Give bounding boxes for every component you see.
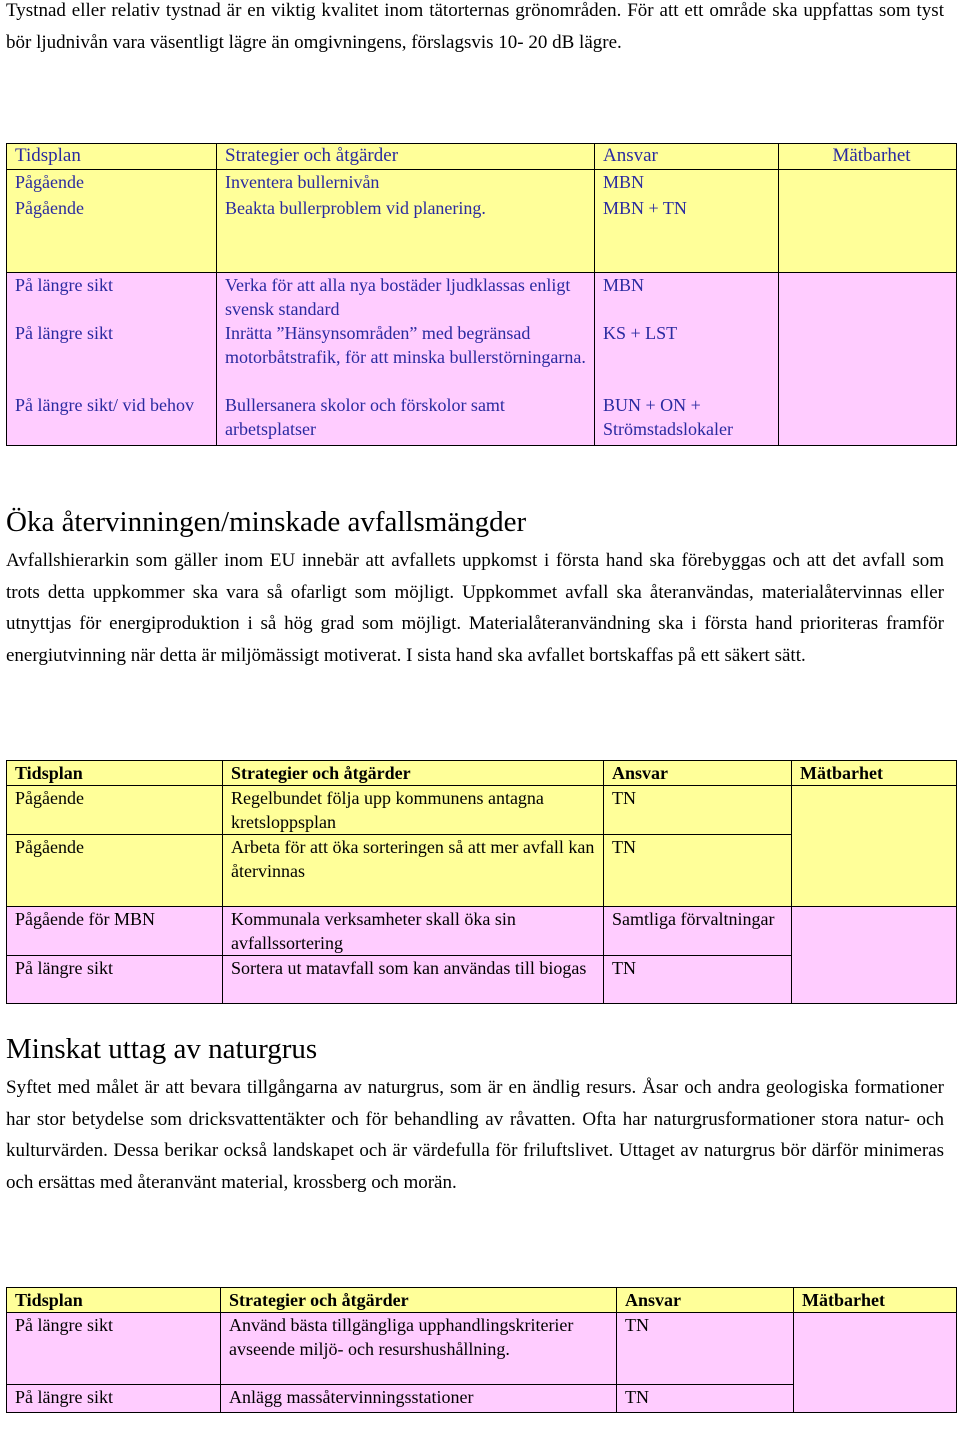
cell-strategi: Bullersanera skolor och förskolor samt arbetsplatser bbox=[217, 393, 595, 445]
cell-tidsplan: Pågående bbox=[7, 835, 223, 907]
header-tidsplan: Tidsplan bbox=[7, 761, 223, 786]
header-ansvar: Ansvar bbox=[604, 761, 792, 786]
cell-matbarhet bbox=[794, 1313, 957, 1413]
cell-tidsplan: På längre sikt bbox=[7, 956, 223, 1004]
cell-ansvar: BUN + ON + Strömstadslokaler bbox=[595, 393, 779, 445]
section-paragraph-naturgrus: Syftet med målet är att bevara tillgångarna av naturgrus, som är en ändlig resurs. Åsar och andra geologiska formationer har stor betydelse som dricksvattentäkter och för behandling av råvatten. Ofta har naturgrusformationer stora natur- och kulturvärden. Dessa berikar också landskapet och är värdefulla för friluftslivet. Uttaget av naturgrus bör därför minimeras och ersättas med återanvänt material, krossberg och morän. bbox=[6, 1077, 944, 1193]
cell-tidsplan: På längre sikt/ vid behov bbox=[7, 393, 217, 445]
cell-tidsplan: Pågående bbox=[7, 170, 217, 196]
table-row bbox=[7, 170, 957, 196]
cell-strategi: Sortera ut matavfall som kan användas till biogas bbox=[223, 956, 604, 1004]
section-heading-avfall: Öka återvinningen/minskade avfallsmängder bbox=[6, 506, 527, 538]
cell-strategi: Beakta bullerproblem vid planering. bbox=[217, 196, 595, 273]
header-matbarhet: Mätbarhet bbox=[779, 144, 957, 170]
cell-ansvar: TN bbox=[617, 1313, 794, 1385]
cell-tidsplan: På längre sikt bbox=[7, 1385, 221, 1413]
cell-ansvar: TN bbox=[604, 835, 792, 907]
cell-strategi: Inrätta ”Hänsynsområden” med begränsad motorbåtstrafik, för att minska bullerstörningarna. bbox=[217, 321, 595, 393]
intro-paragraph: Tystnad eller relativ tystnad är en viktig kvalitet inom tätorternas grönområden. För att ett område ska uppfattas som tyst bör ljudnivån vara väsentligt lägre än omgivningens, förslagsvis 10- 20 dB lägre. bbox=[6, 0, 944, 53]
table-header-row bbox=[7, 761, 957, 786]
cell-tidsplan: På längre sikt bbox=[7, 321, 217, 393]
cell-tidsplan: Pågående för MBN bbox=[7, 907, 223, 956]
cell-strategi: Inventera bullernivån bbox=[217, 170, 595, 196]
cell-ansvar: TN bbox=[604, 956, 792, 1004]
cell-ansvar: MBN bbox=[595, 170, 779, 196]
table-header-row bbox=[7, 1288, 957, 1313]
cell-matbarhet bbox=[779, 170, 957, 273]
waste-measures-table bbox=[6, 760, 957, 1004]
noise-measures-table bbox=[6, 143, 957, 446]
cell-ansvar: MBN + TN bbox=[595, 196, 779, 273]
table-row bbox=[7, 786, 957, 835]
cell-strategi: Regelbundet följa upp kommunens antagna kretsloppsplan bbox=[223, 786, 604, 835]
cell-strategi: Verka för att alla nya bostäder ljudklassas enligt svensk standard bbox=[217, 273, 595, 322]
header-ansvar: Ansvar bbox=[595, 144, 779, 170]
cell-ansvar: Samtliga förvaltningar bbox=[604, 907, 792, 956]
header-ansvar: Ansvar bbox=[617, 1288, 794, 1313]
header-matbarhet: Mätbarhet bbox=[792, 761, 957, 786]
table-row bbox=[7, 273, 957, 322]
cell-tidsplan: Pågående bbox=[7, 196, 217, 273]
gravel-measures-table bbox=[6, 1287, 957, 1413]
header-strategier: Strategier och åtgärder bbox=[223, 761, 604, 786]
cell-tidsplan: Pågående bbox=[7, 786, 223, 835]
cell-matbarhet bbox=[779, 273, 957, 446]
section-paragraph-avfall: Avfallshierarkin som gäller inom EU innebär att avfallets uppkomst i första hand ska förebyggas och att det avfall som trots detta uppkommer ska vara så ofarligt som möjligt. Uppkommet avfall ska återanvändas, materialåtervinnas eller utnyttjas för energiproduktion i så hög grad som möjligt. Materialåteranvändning ska i första hand prioriteras framför energiutvinning när detta är miljömässigt motiverat. I sista hand ska avfallet bortskaffas på ett säkert sätt. bbox=[6, 550, 944, 666]
header-strategier: Strategier och åtgärder bbox=[217, 144, 595, 170]
cell-ansvar: MBN bbox=[595, 273, 779, 322]
cell-strategi: Arbeta för att öka sorteringen så att mer avfall kan återvinnas bbox=[223, 835, 604, 907]
cell-strategi: Använd bästa tillgängliga upphandlingskriterier avseende miljö- och resurshushållning. bbox=[221, 1313, 617, 1385]
header-strategier: Strategier och åtgärder bbox=[221, 1288, 617, 1313]
table-row bbox=[7, 907, 957, 956]
cell-matbarhet bbox=[792, 907, 957, 1004]
table-row bbox=[7, 1313, 957, 1385]
cell-strategi: Anlägg massåtervinningsstationer bbox=[221, 1385, 617, 1413]
cell-tidsplan: På längre sikt bbox=[7, 1313, 221, 1385]
cell-ansvar: TN bbox=[617, 1385, 794, 1413]
cell-matbarhet bbox=[792, 786, 957, 907]
header-tidsplan: Tidsplan bbox=[7, 144, 217, 170]
cell-tidsplan: På längre sikt bbox=[7, 273, 217, 322]
table-header-row bbox=[7, 144, 957, 170]
header-matbarhet: Mätbarhet bbox=[794, 1288, 957, 1313]
header-tidsplan: Tidsplan bbox=[7, 1288, 221, 1313]
cell-strategi: Kommunala verksamheter skall öka sin avfallssortering bbox=[223, 907, 604, 956]
cell-ansvar: TN bbox=[604, 786, 792, 835]
cell-ansvar: KS + LST bbox=[595, 321, 779, 393]
section-heading-naturgrus: Minskat uttag av naturgrus bbox=[6, 1033, 318, 1065]
